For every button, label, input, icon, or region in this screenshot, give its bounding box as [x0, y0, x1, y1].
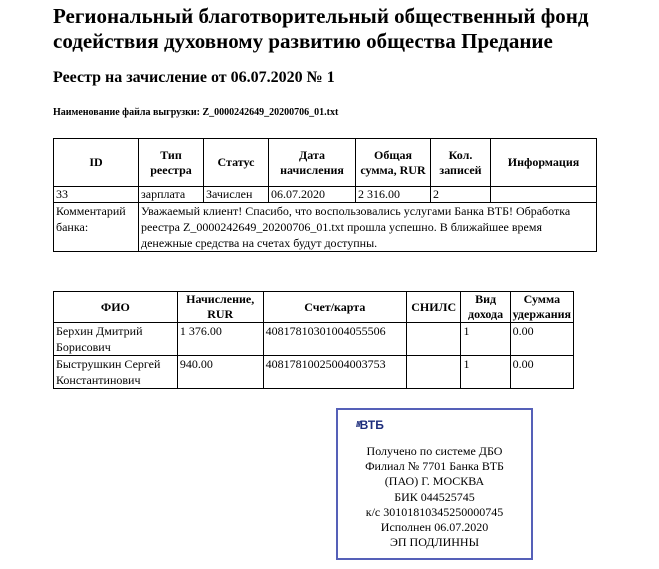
cell-total-amount: 2 316.00	[356, 187, 431, 203]
cell-accrual: 1 376.00	[177, 323, 263, 356]
column-header-id: ID	[54, 139, 139, 187]
table-row	[54, 356, 574, 389]
registry-table	[53, 138, 597, 252]
cell-account: 40817810301004055506	[263, 323, 406, 356]
vtb-logo-text: ВТБ	[359, 418, 384, 432]
table-row	[54, 187, 597, 203]
cell-full-name: Быструшкин Сергей Константинович	[54, 356, 178, 389]
stamp-line: к/с 30101810345250000745	[365, 504, 504, 519]
column-header-deduction: Сумма удержания	[510, 292, 573, 323]
stamp-line: Получено по системе ДБО	[366, 444, 503, 458]
column-header-information: Информация	[491, 139, 597, 187]
stamp-text	[338, 444, 531, 550]
stamp-line: БИК 044525745	[394, 489, 475, 504]
column-header-registry-type: Тип реестра	[139, 139, 204, 187]
table-header-row	[54, 139, 597, 187]
column-header-accrual: Начисление, RUR	[177, 292, 263, 323]
cell-income-type: 1	[461, 356, 510, 389]
cell-registry-type: зарплата	[139, 187, 204, 203]
cell-status: Зачислен	[204, 187, 269, 203]
cell-snils	[406, 323, 461, 356]
stamp-line: Филиал № 7701 Банка ВТБ	[365, 459, 504, 474]
cell-deduction: 0.00	[510, 356, 573, 389]
table-header-row	[54, 292, 574, 323]
export-file-name: Наименование файла выгрузки: Z_0000242649_20200706_01.txt	[53, 107, 339, 118]
table-row	[54, 323, 574, 356]
bank-comment-row	[54, 203, 597, 252]
column-header-record-count: Кол. записей	[431, 139, 491, 187]
cell-accrual: 940.00	[177, 356, 263, 389]
bank-comment-text: Уважаемый клиент! Спасибо, что воспользовались услугами Банка ВТБ! Обработка реестра Z_0000242649_20200706_01.txt прошла успешно. В ближайшее время денежные средства на счетах будут доступны.	[139, 203, 597, 252]
employees-table	[53, 291, 574, 389]
cell-deduction: 0.00	[510, 323, 573, 356]
registry-title: Реестр на зачисление от 06.07.2020 № 1	[53, 69, 335, 86]
vtb-logo-icon	[356, 418, 384, 432]
organization-title: Региональный благотворительный общественный фонд содействия духовному развитию общества Предание	[53, 4, 589, 53]
column-header-income-type: Вид дохода	[461, 292, 510, 323]
bank-stamp	[336, 408, 533, 560]
cell-accrual-date: 06.07.2020	[269, 187, 356, 203]
cell-income-type: 1	[461, 323, 510, 356]
vtb-logo-ticks: ///	[356, 420, 360, 429]
column-header-account-card: Счет/карта	[263, 292, 406, 323]
cell-information	[491, 187, 597, 203]
stamp-line: Исполнен 06.07.2020	[380, 520, 489, 535]
cell-full-name: Берхин Дмитрий Борисович	[54, 323, 178, 356]
cell-account: 40817810025004003753	[263, 356, 406, 389]
cell-snils	[406, 356, 461, 389]
stamp-line: ЭП ПОДЛИННЫ	[389, 535, 480, 550]
stamp-line: (ПАО) Г. МОСКВА	[384, 474, 485, 489]
column-header-snils: СНИЛС	[406, 292, 461, 323]
column-header-status: Статус	[204, 139, 269, 187]
column-header-accrual-date: Дата начисления	[269, 139, 356, 187]
cell-id: 33	[54, 187, 139, 203]
column-header-full-name: ФИО	[54, 292, 178, 323]
bank-comment-label: Комментарий банка:	[54, 203, 139, 252]
cell-record-count: 2	[431, 187, 491, 203]
column-header-total-amount: Общая сумма, RUR	[356, 139, 431, 187]
